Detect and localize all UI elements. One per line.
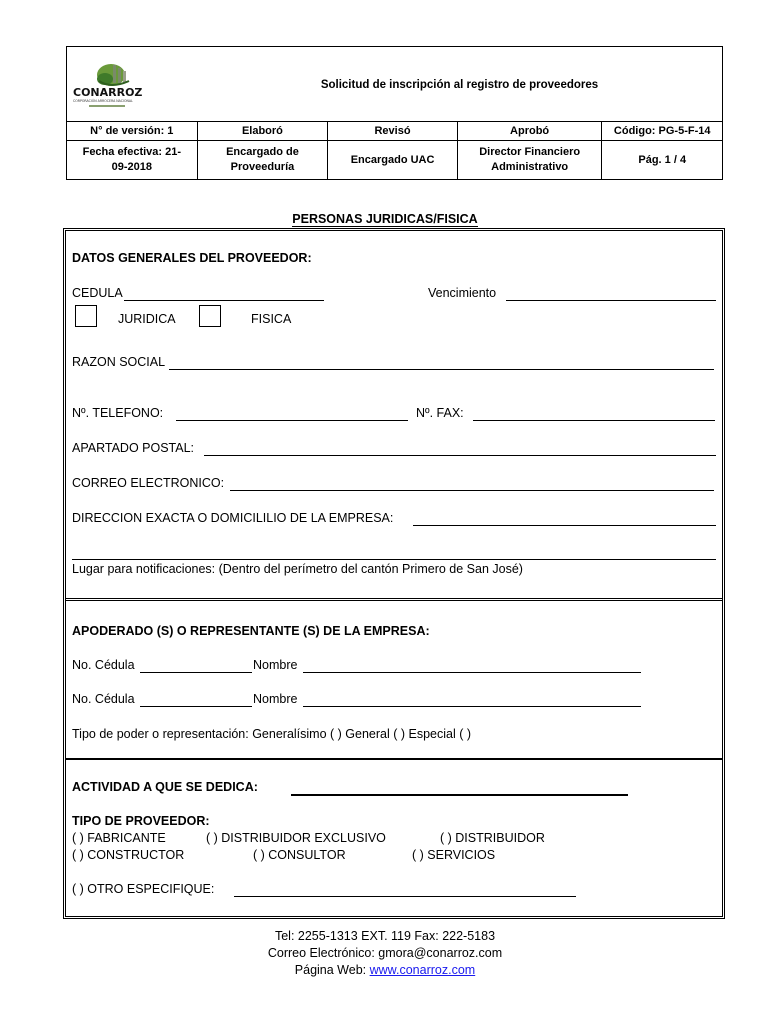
actividad-heading: ACTIVIDAD A QUE SE DEDICA: — [72, 780, 258, 794]
juridica-checkbox[interactable] — [75, 305, 97, 327]
option-servicios[interactable]: ( ) SERVICIOS — [412, 848, 496, 862]
elaboro-cell: Elaboró — [198, 122, 329, 140]
website-link[interactable]: www.conarroz.com — [369, 963, 476, 977]
cedula-2-label: No. Cédula — [72, 692, 135, 706]
codigo-cell: Código: PG-5-F-14 — [613, 124, 711, 137]
reviso-cell: Revisó — [328, 122, 458, 140]
aprobo-cell: Aprobó — [458, 122, 603, 140]
tipo-proveedor-heading: TIPO DE PROVEEDOR: — [72, 814, 210, 828]
vencimiento-field[interactable] — [506, 300, 716, 301]
nombre-2-field[interactable] — [303, 706, 641, 707]
nombre-2-label: Nombre — [253, 692, 298, 706]
footer-tel: Tel: 2255-1313 EXT. 119 Fax: 222-5183 — [274, 929, 496, 943]
apartado-field[interactable] — [204, 455, 716, 456]
lugar-notificaciones: Lugar para notificaciones: (Dentro del perímetro del cantón Primero de San José) — [72, 562, 523, 576]
document-header — [66, 46, 723, 180]
option-consultor[interactable]: ( ) CONSULTOR — [253, 848, 346, 862]
fax-label: Nº. FAX: — [416, 406, 464, 420]
option-distribuidor[interactable]: ( ) DISTRIBUIDOR — [440, 831, 545, 845]
general-data-section — [66, 231, 722, 601]
otro-especifique-label: ( ) OTRO ESPECIFIQUE: — [72, 882, 215, 896]
juridica-label: JURIDICA — [118, 312, 176, 326]
razon-social-field[interactable] — [169, 369, 714, 370]
cedula-1-field[interactable] — [140, 672, 252, 673]
header-title-row — [67, 47, 722, 122]
direccion-field[interactable] — [413, 525, 716, 526]
cedula-2-field[interactable] — [140, 706, 252, 707]
razon-social-label: RAZON SOCIAL — [72, 355, 166, 369]
reviso-value-cell: Encargado UAC — [328, 141, 458, 179]
fisica-checkbox[interactable] — [199, 305, 221, 327]
footer-web-label: Página Web: — [294, 963, 370, 977]
logo-subtitle: CORPORACIÓN ARROCERA NACIONAL — [73, 99, 133, 103]
supplier-form — [63, 228, 725, 919]
vencimiento-label: Vencimiento — [428, 286, 497, 300]
fax-field[interactable] — [473, 420, 715, 421]
conarroz-logo — [71, 59, 163, 111]
elaboro-value-cell: Encargado de Proveeduría — [198, 141, 329, 179]
direccion-field-line-2[interactable] — [72, 559, 716, 560]
option-constructor[interactable]: ( ) CONSTRUCTOR — [72, 848, 185, 862]
correo-label: CORREO ELECTRONICO: — [72, 476, 225, 490]
logo-wordmark: CONARROZ — [73, 86, 143, 99]
option-fabricante[interactable]: ( ) FABRICANTE — [72, 831, 166, 845]
otro-especifique-field[interactable] — [234, 896, 576, 897]
actividad-section — [66, 762, 722, 919]
actividad-field[interactable] — [291, 794, 628, 796]
general-heading: DATOS GENERALES DEL PROVEEDOR: — [72, 251, 312, 265]
pagina-cell: Pág. 1 / 4 — [638, 153, 687, 166]
document-title: Solicitud de inscripción al registro de proveedores — [320, 79, 599, 91]
apoderado-section — [66, 603, 722, 760]
section-title: PERSONAS JURIDICAS/FISICA — [292, 212, 478, 226]
cedula-label: CEDULA — [72, 286, 123, 300]
nombre-1-label: Nombre — [253, 658, 298, 672]
version-cell: N° de versión: 1 — [67, 122, 198, 140]
fecha-cell: Fecha efectiva: 21-09-2018 — [67, 141, 198, 179]
option-distribuidor-exclusivo[interactable]: ( ) DISTRIBUIDOR EXCLUSIVO — [206, 831, 386, 845]
direccion-label: DIRECCION EXACTA O DOMICILILIO DE LA EMPRESA: — [72, 511, 394, 525]
correo-field[interactable] — [230, 490, 714, 491]
header-row-1 — [67, 122, 722, 141]
tipo-poder: Tipo de poder o representación: Generalísimo ( ) General ( ) Especial ( ) — [72, 727, 472, 741]
fisica-label: FISICA — [251, 312, 292, 326]
footer-email: Correo Electrónico: gmora@conarroz.com — [267, 946, 503, 960]
cedula-1-label: No. Cédula — [72, 658, 135, 672]
aprobo-value-cell: Director Financiero Administrativo — [458, 141, 603, 179]
document-footer — [0, 928, 770, 979]
apoderado-heading: APODERADO (S) O REPRESENTANTE (S) DE LA EMPRESA: — [72, 624, 430, 638]
footer-web — [0, 962, 770, 979]
nombre-1-field[interactable] — [303, 672, 641, 673]
telefono-field[interactable] — [176, 420, 408, 421]
apartado-label: APARTADO POSTAL: — [72, 441, 195, 455]
telefono-label: Nº. TELEFONO: — [72, 406, 164, 420]
header-row-2 — [67, 141, 722, 179]
cedula-field[interactable] — [124, 300, 324, 301]
